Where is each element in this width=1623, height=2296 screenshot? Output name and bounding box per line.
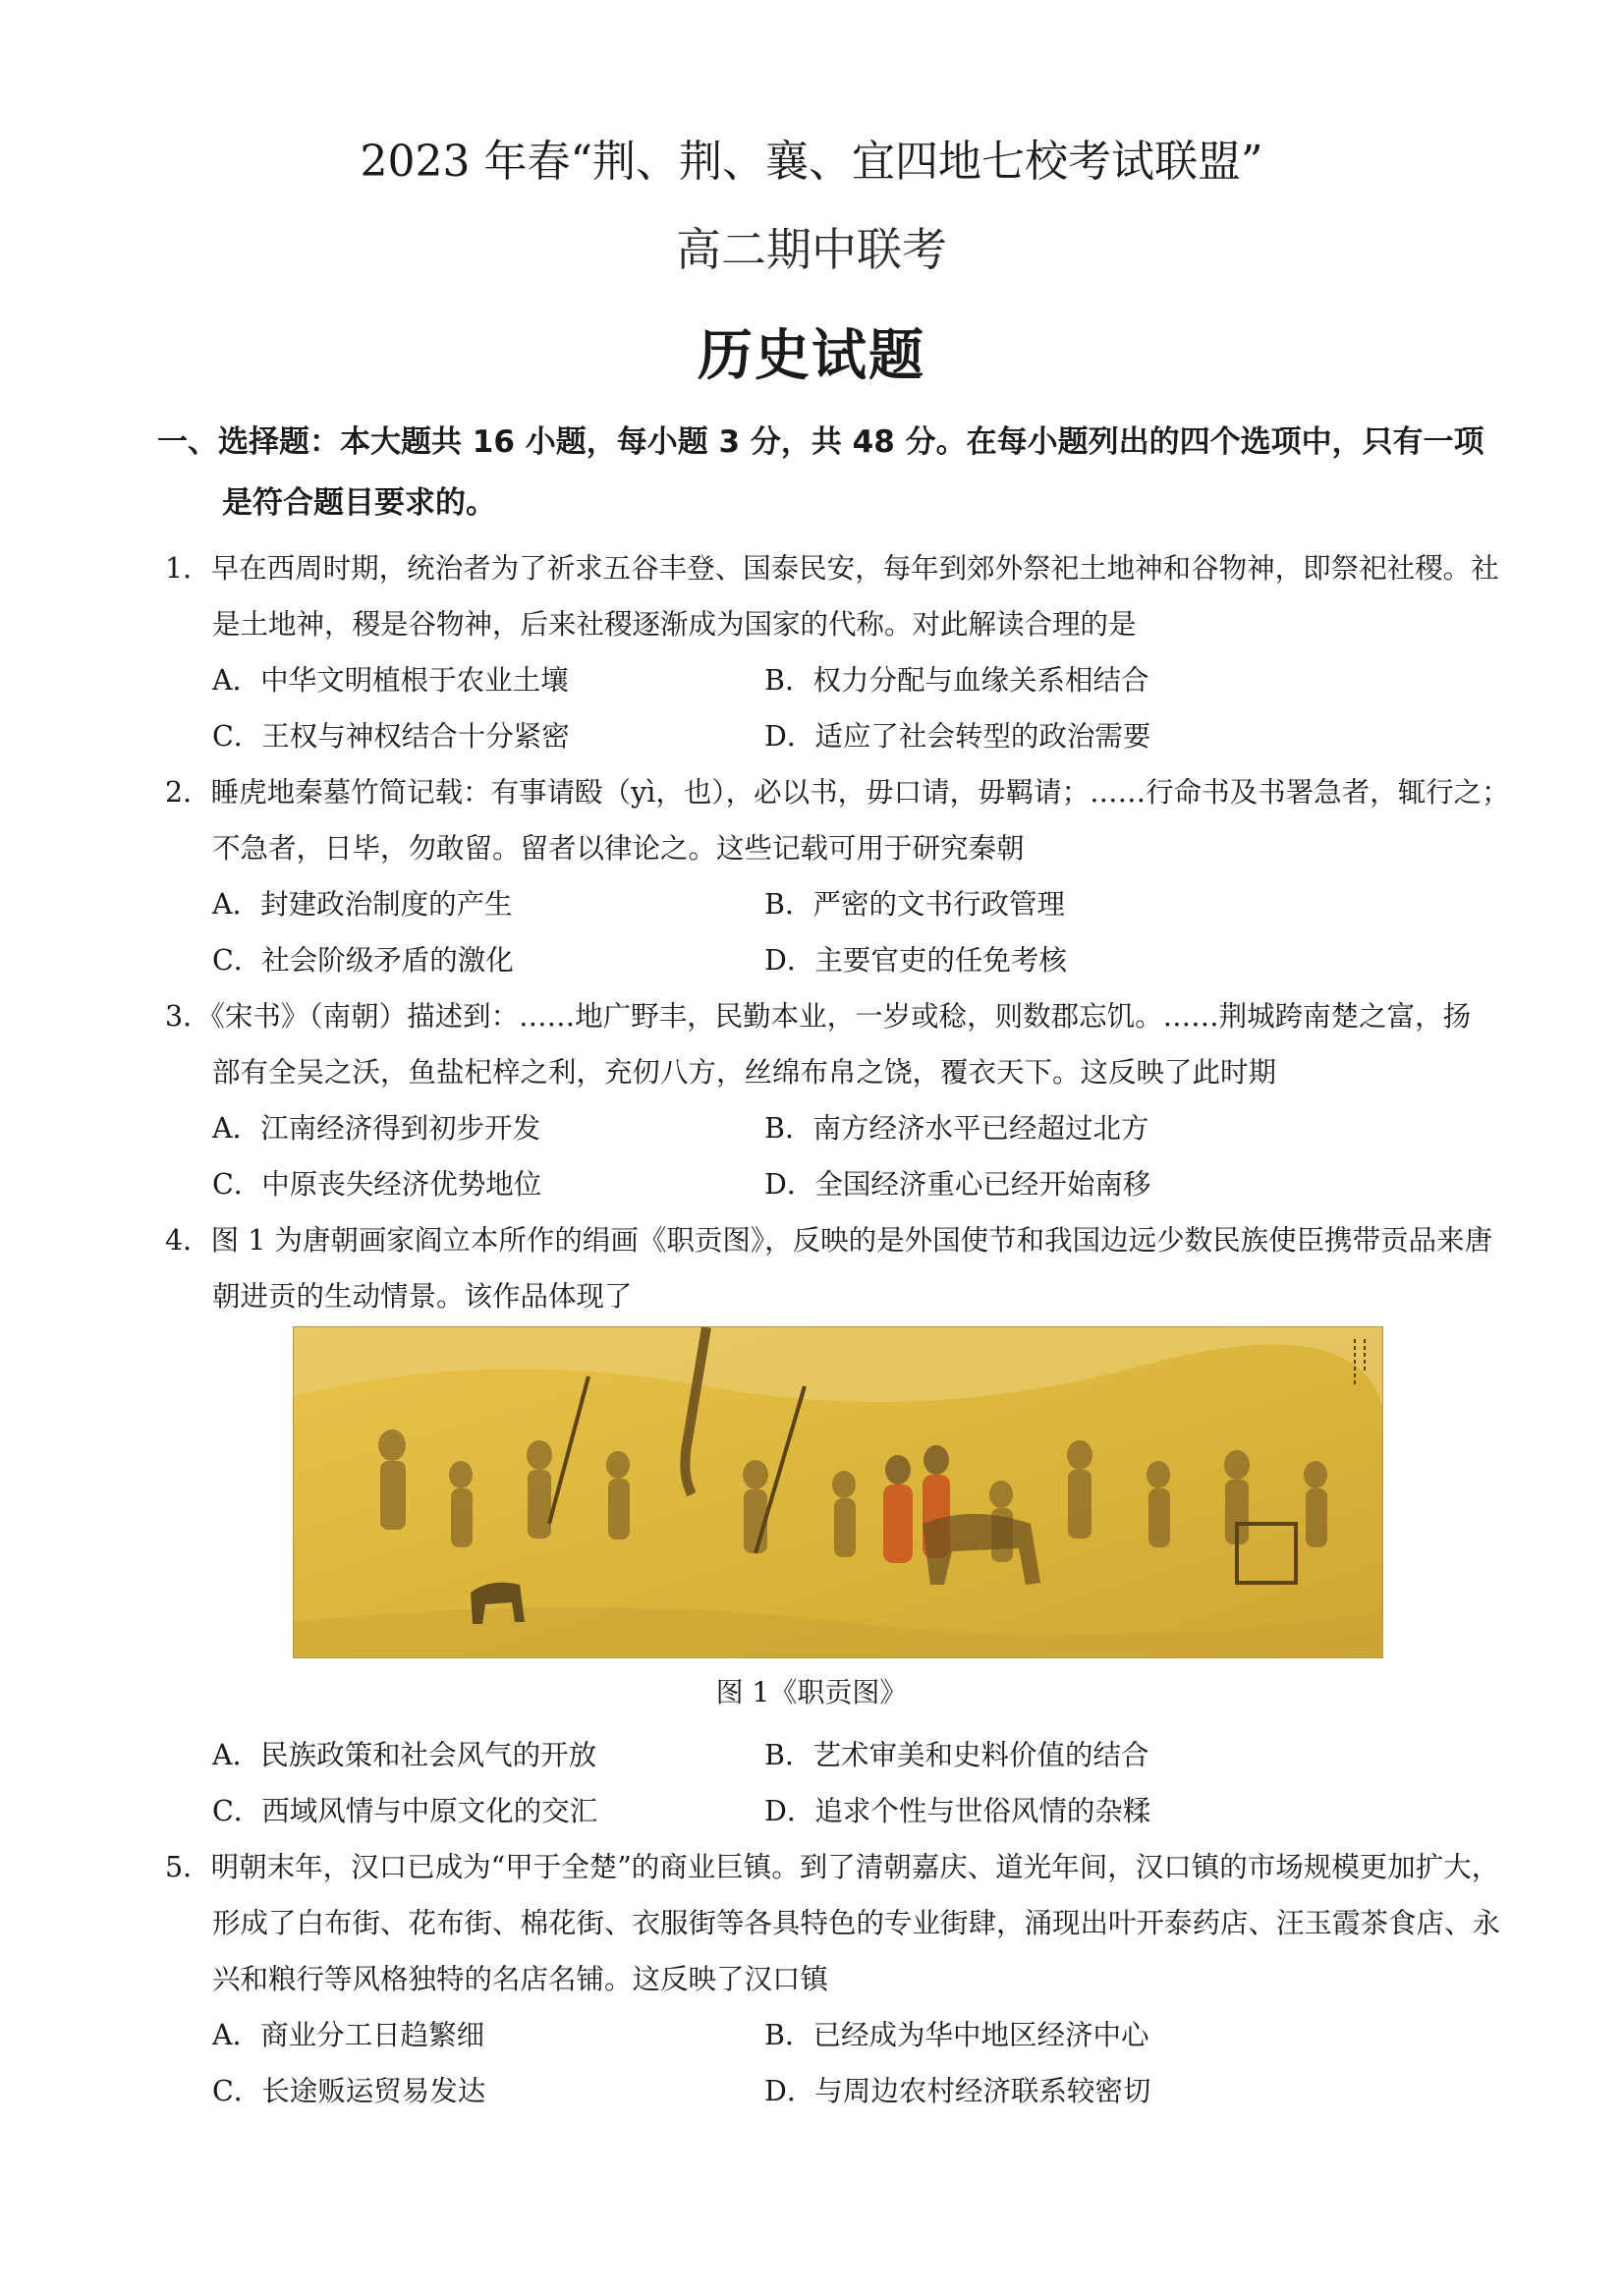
question-5-option-c: C．长途贩运贸易发达 [212,2075,486,2107]
question-4-option-c: C．西域风情与中原文化的交汇 [212,1795,598,1827]
question-2-option-d: D．主要官吏的任免考核 [764,944,1067,977]
question-5-option-a: A．商业分工日趋繁细 [212,2019,485,2051]
question-5-option-d: D．与周边农村经济联系较密切 [764,2075,1151,2107]
question-1-option-b: B．权力分配与血缘关系相结合 [764,664,1149,697]
exam-subject-title: 历史试题 [698,324,925,388]
section-heading: 一、选择题：本大题共 16 小题，每小题 3 分，共 48 分。在每小题列出的四个选项中，只有一项 [157,424,1484,460]
question-3-option-b: B．南方经济水平已经超过北方 [764,1112,1149,1145]
question-4-option-a: A．民族政策和社会风气的开放 [212,1739,597,1771]
exam-title-line2: 高二期中联考 [676,223,947,276]
exam-title-line1: 2023 年春“荆、荆、襄、宜四地七校考试联盟” [360,137,1263,187]
question-3-stem-cont: 部有全吴之沃，鱼盐杞梓之利，充仞八方，丝绵布帛之饶，覆衣天下。这反映了此时期 [212,1056,1277,1089]
question-1-option-a: A．中华文明植根于农业土壤 [212,664,569,697]
question-2-stem-cont: 不急者，日毕，勿敢留。留者以律论之。这些记载可用于研究秦朝 [212,832,1025,865]
painting-figure [293,1326,1383,1658]
section-heading-cont: 是符合题目要求的。 [222,485,496,521]
question-5-stem: 5．明朝末年，汉口已成为“甲于全楚”的商业巨镇。到了清朝嘉庆、道光年间，汉口镇的市场规模更加扩大， [165,1851,1500,1883]
question-5-stem-cont: 形成了白布街、花布街、棉花街、衣服街等各具特色的专业街肆，涌现出叶开泰药店、汪玉霞茶食店、永 [212,1907,1501,1939]
tribute-painting-image [294,1327,1382,1657]
question-4-stem-cont: 朝进贡的生动情景。该作品体现了 [212,1280,633,1313]
question-3-option-a: A．江南经济得到初步开发 [212,1112,541,1145]
question-2-stem: 2．睡虎地秦墓竹简记载：有事请殹（yì，也），必以书，毋口请，毋羁请；……行命书及书署急者，辄行之； [165,776,1510,809]
question-2-option-a: A．封建政治制度的产生 [212,888,513,921]
question-4-option-d: D．追求个性与世俗风情的杂糅 [764,1795,1151,1827]
question-5-stem-cont-2: 兴和粮行等风格独特的名店名铺。这反映了汉口镇 [212,1963,829,1995]
question-1-option-d: D．适应了社会转型的政治需要 [764,720,1151,753]
question-2-option-c: C．社会阶级矛盾的激化 [212,944,514,977]
figure-caption: 图 1《职贡图》 [715,1676,908,1708]
question-3-option-d: D．全国经济重心已经开始南移 [764,1168,1151,1201]
question-3-option-c: C．中原丧失经济优势地位 [212,1168,542,1201]
question-4-option-b: B．艺术审美和史料价值的结合 [764,1739,1149,1771]
question-2-option-b: B．严密的文书行政管理 [764,888,1065,921]
question-1-stem: 1．早在西周时期，统治者为了祈求五谷丰登、国泰民安，每年到郊外祭祀土地神和谷物神，即祭祀社稷。社 [165,552,1499,585]
question-4-stem: 4．图 1 为唐朝画家阎立本所作的绢画《职贡图》，反映的是外国使节和我国边远少数民族使臣携带贡品来唐 [165,1224,1493,1257]
question-3-stem: 3．《宋书》（南朝）描述到：……地广野丰，民勤本业，一岁或稔，则数郡忘饥。……荆城跨南楚之富，扬 [165,1000,1472,1033]
question-1-stem-cont: 是土地神，稷是谷物神，后来社稷逐渐成为国家的代称。对此解读合理的是 [212,608,1137,641]
question-5-option-b: B．已经成为华中地区经济中心 [764,2019,1149,2051]
question-1-option-c: C．王权与神权结合十分紧密 [212,720,570,753]
